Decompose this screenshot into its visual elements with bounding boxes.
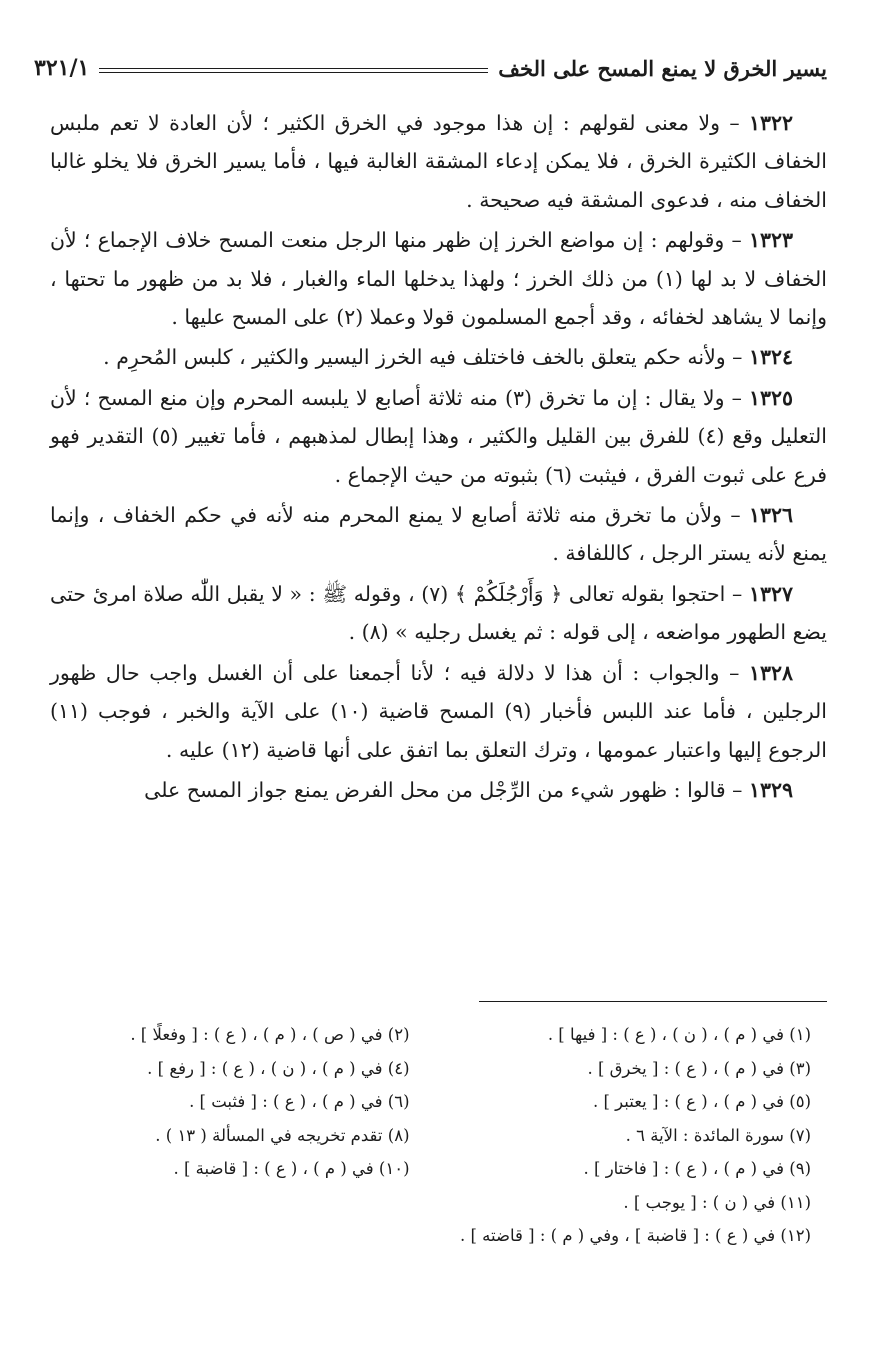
paragraph-number: ١٣٢٤ bbox=[748, 345, 793, 370]
header-title: يسير الخرق لا يمنع المسح على الخف bbox=[498, 55, 827, 81]
paragraph-text: – قالوا : ظهور شيء من الرِّجْل من محل الفرض يمنع جواز المسح على bbox=[144, 777, 749, 802]
paragraph-number: ١٣٢٦ bbox=[748, 503, 793, 528]
paragraph-text: – والجواب : أن هذا لا دلالة فيه ؛ لأنا أجمعنا على أن الغسل واجب حال ظهور الرجلين ، فأما عند اللبس فأخبار (٩) المسح قاضية (١٠) على الآية والخبر ، فوجب (١١) الرجوع إليها واعتبار عمومها ، وترك التعلق بما اتفق على أنها قاضية (١٢) عليه . bbox=[50, 660, 827, 762]
footnote-6: (٦) في ( م ) ، ( ع ) : [ فثبت ] . bbox=[189, 1092, 410, 1111]
paragraph-1326 bbox=[50, 496, 827, 573]
paragraph-1327 bbox=[50, 575, 827, 652]
paragraph-1329 bbox=[50, 771, 827, 809]
page-number: ٣٢١/١ bbox=[34, 55, 90, 81]
footnote-3: (٣) في ( م ) ، ( ع ) : [ يخرق ] . bbox=[587, 1058, 811, 1078]
footnote-12: (١٢) في ( ع ) : [ قاضبة ] ، وفي ( م ) : [ قاضته ] . bbox=[459, 1226, 811, 1245]
paragraph-text: – ولا معنى لقولهم : إن هذا موجود في الخرق الكثير ؛ لأن العادة لا تعم ملبس الخفاف الكثيرة الخرق ، فلا يمكن إدعاء المشقة الغالبة فيها ، فأما يسير الخرق فلا يخلو غالبا الخفاف منه ، فدعوى المشقة فيه صحيحة . bbox=[50, 111, 827, 212]
paragraph-text: – وقولهم : إن مواضع الخرز إن ظهر منها الرجل منعت المسح خلاف الإجماع ؛ لأن الخفاف لا بد لها (١) من ذلك الخرز ؛ ولهذا يدخلها الماء والغبار ، فلا بد من ظهور ما تحتها ، وإنما لا يشاهد لخفائه ، وقد أجمع المسلمون قولا وعملا (٢) على المسح عليها . bbox=[50, 228, 827, 330]
footnote-8: (٨) تقدم تخريجه في المسألة ( ١٣ ) . bbox=[155, 1125, 410, 1145]
footnote-1: (١) في ( م ) ، ( ن ) ، ( ع ) : [ فيها ] . bbox=[547, 1025, 811, 1044]
footnote-7: (٧) سورة المائدة : الآية ٦ . bbox=[625, 1125, 811, 1145]
footnote-5: (٥) في ( م ) ، ( ع ) : [ يعتبر ] . bbox=[592, 1092, 811, 1111]
paragraph-text: – احتجوا بقوله تعالى ﴿ وَأَرْجُلَكُمْ ﴾ (٧) ، وقوله ﷺ : « لا يقبل اللّٰه صلاة امرئ حتى يضع الطهور مواضعه ، إلى قوله : ثم يغسل رجليه » (٨) . bbox=[50, 581, 827, 645]
footnote-2: (٢) في ( ص ) ، ( م ) ، ( ع ) : [ وفعلًا ] . bbox=[130, 1025, 410, 1044]
paragraph-number: ١٣٢٧ bbox=[748, 581, 793, 606]
paragraph-number: ١٣٢٣ bbox=[748, 228, 793, 253]
main-text bbox=[50, 104, 827, 811]
paragraph-number: ١٣٢٢ bbox=[748, 111, 793, 135]
paragraph-1325 bbox=[50, 379, 827, 494]
footnote-separator bbox=[479, 1001, 827, 1002]
paragraph-number: ١٣٢٥ bbox=[748, 385, 793, 410]
footnote-10: (١٠) في ( م ) ، ( ع ) : [ قاضبة ] . bbox=[173, 1159, 410, 1178]
paragraph-1322 bbox=[50, 104, 827, 219]
running-header bbox=[34, 52, 827, 84]
footnote-4: (٤) في ( م ) ، ( ن ) ، ( ع ) : [ رفع ] . bbox=[147, 1058, 410, 1078]
header-rule bbox=[99, 68, 488, 73]
paragraph-text: – ولا يقال : إن ما تخرق (٣) منه ثلاثة أصابع لا يلبسه المحرم وإن منع المسح ؛ لأن التعليل وقع (٤) للفرق بين القليل والكثير ، وهذا إبطال لمذهبهم ، فأما تغيير (٥) التقدير فهو فرع على ثبوت الفرق ، فيثبت (٦) بثبوته من حيث الإجماع . bbox=[50, 385, 827, 487]
paragraph-text: – ولأن ما تخرق منه ثلاثة أصابع لا يمنع المحرم منه لأنه في حكم الخفاف ، وإنما يمنع لأنه يستر الرجل ، كاللفافة . bbox=[50, 503, 827, 566]
paragraph-1328 bbox=[50, 654, 827, 769]
paragraph-number: ١٣٢٨ bbox=[748, 660, 793, 685]
footnote-9: (٩) في ( م ) ، ( ع ) : [ فاختار ] . bbox=[583, 1159, 811, 1178]
footnote-11: (١١) في ( ن ) : [ يوجب ] . bbox=[623, 1192, 811, 1212]
paragraph-1323 bbox=[50, 221, 827, 336]
paragraph-1324 bbox=[50, 338, 827, 376]
paragraph-text: – ولأنه حكم يتعلق بالخف فاختلف فيه الخرز اليسير والكثير ، كلبس المُحرِم . bbox=[103, 345, 749, 370]
paragraph-number: ١٣٢٩ bbox=[748, 777, 793, 802]
footnotes bbox=[48, 1018, 811, 1253]
